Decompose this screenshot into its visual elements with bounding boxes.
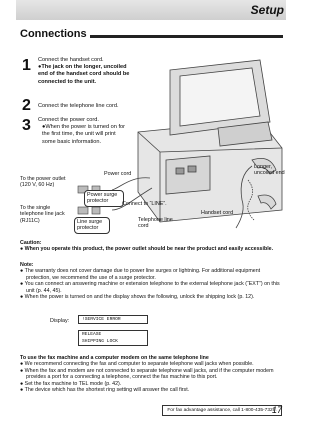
display-line-1: !SERVICE ERROR: [78, 315, 148, 324]
label-power-cord: Power cord: [104, 171, 132, 177]
label-longer-uncoiled: Longer, uncoiled end: [254, 164, 285, 177]
caution-block: [20, 240, 282, 253]
label-power-surge: Power surge protector: [84, 190, 124, 207]
note-heading: Note:: [20, 262, 34, 268]
label-telephone-line-cord: Telephone line cord: [138, 217, 173, 230]
note-item: ● The warranty does not cover damage due to power line surges or lightning. For additional equipment protection, we recommend the use of a surge protector.: [20, 268, 261, 281]
computer-item: ● Set the fax machine to TEL mode (p. 42).: [20, 380, 122, 387]
page-header-title: Setup: [250, 3, 284, 17]
note-item: ● When the power is turned on and the display shows the following, unlock the shipping lock (p. 12).: [20, 294, 255, 301]
label-connect-line: Connect to “LINE”.: [122, 201, 167, 207]
display-label: Display:: [50, 318, 70, 324]
step-2-text: Connect the telephone line cord.: [38, 103, 119, 109]
step-1-main: Connect the handset cord.: [38, 57, 104, 63]
note-block: [20, 262, 282, 300]
header-band: [16, 0, 286, 20]
computer-item: ● We recommend connecting the fax and computer to separate telephone wall jacks when possible.: [20, 361, 254, 368]
section-title: Connections: [20, 28, 87, 40]
computer-heading: To use the fax machine and a computer modem on the same telephone line: [20, 355, 209, 361]
label-power-outlet: To the power outlet (120 V, 60 Hz): [20, 176, 66, 189]
step-1-bullet: ●The jack on the longer, uncoiled end of the handset cord should be connected to the unit.: [38, 64, 130, 85]
computer-item: ● The device which has the shortest ring setting will answer the call first.: [20, 387, 190, 394]
page-number: 17: [271, 405, 282, 415]
label-line-surge: Line surge protector: [74, 217, 110, 234]
step-3-bullet: ●When the power is turned on for the first time, the unit will print some basic information.: [42, 124, 125, 145]
display-line-2: RELEASE SHIPPING LOCK: [78, 330, 148, 346]
note-item: ● You can connect an answering machine or extension telephone to the external telephone jack (“EXT”) on this unit (p. 44, 45).: [20, 281, 280, 294]
step-1-number: 1: [22, 57, 31, 74]
computer-item: ● When the fax and modem are not connected to separate telephone wall jacks, and if the computer modem provides a port for a connecting a telephone, connect the fax machine to this port.: [20, 367, 274, 381]
step-3-main: Connect the power cord.: [38, 117, 99, 123]
step-3-number: 3: [22, 117, 31, 134]
step-2-number: 2: [22, 97, 31, 114]
computer-modem-block: [20, 355, 282, 393]
connection-diagram: [20, 40, 290, 265]
label-handset-cord: Handset cord: [201, 210, 234, 216]
section-rule: [90, 35, 283, 38]
assistance-footer: For fax advantage assistance, call 1-800-435-7329.: [162, 405, 282, 416]
caution-item: ● When you operate this product, the power outlet should be near the product and easily accessible.: [20, 246, 274, 253]
caution-heading: Caution:: [20, 240, 42, 246]
label-single-jack: To the single telephone line jack (RJ11C): [20, 205, 65, 224]
